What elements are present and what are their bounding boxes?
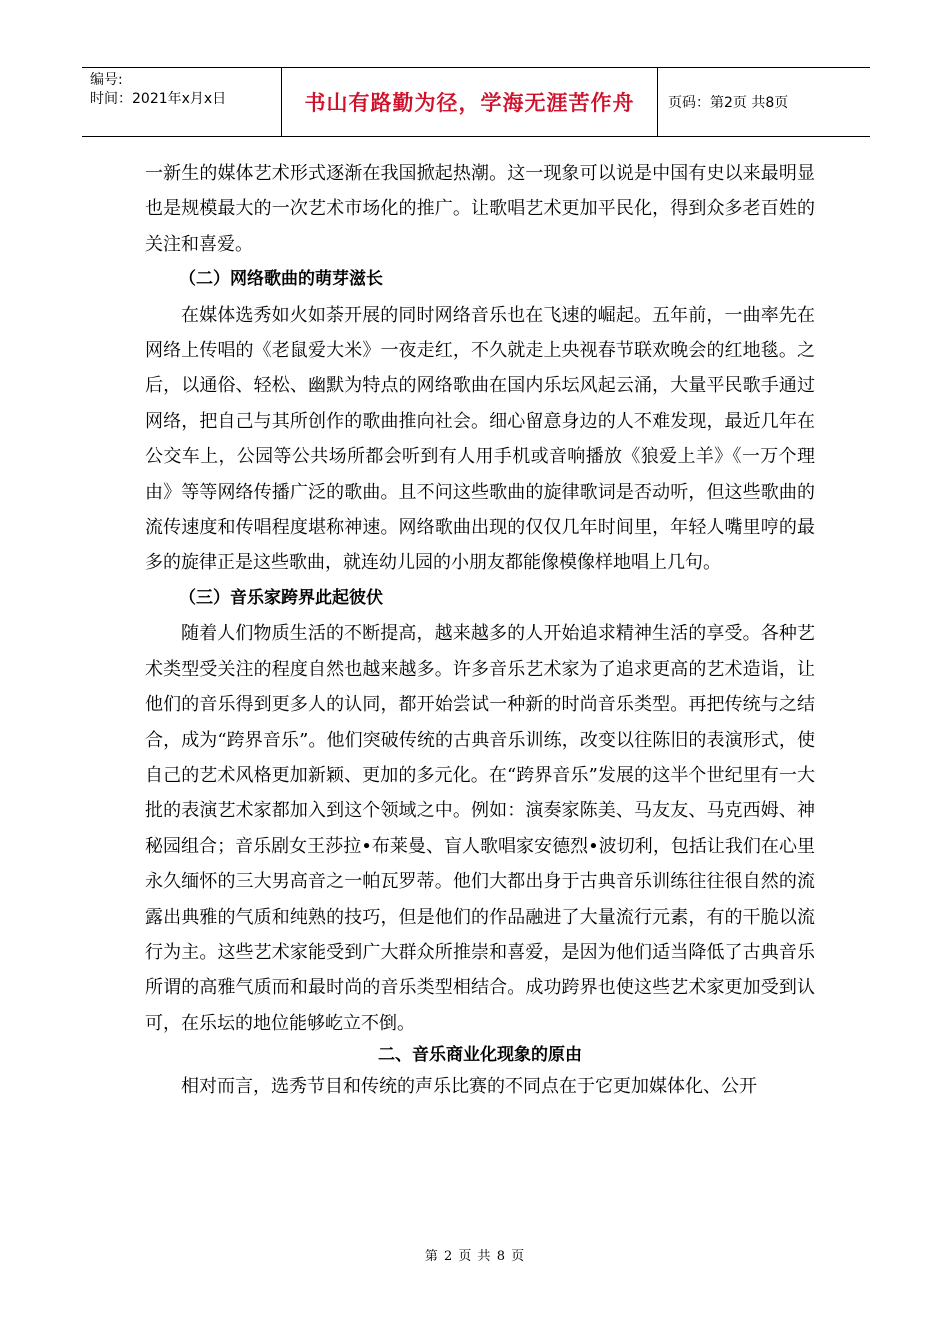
subheading-network-songs: （二）网络歌曲的萌芽滋长 bbox=[179, 269, 383, 290]
section-heading-2: 二、音乐商业化现象的原由 bbox=[378, 1045, 582, 1066]
header-meta-cell bbox=[82, 68, 282, 136]
header-page-info: 页码：第2页 共8页 bbox=[668, 95, 789, 111]
header-motto: 书山有路勤为径，学海无涯苦作舟 bbox=[282, 68, 658, 136]
time-label: 时间：2021年x月x日 bbox=[90, 91, 227, 107]
number-label: 编号: bbox=[90, 72, 123, 88]
paragraph-1: 一新生的媒体艺术形式逐渐在我国掀起热潮。这一现象可以说是中国有史以来最明显也是规模最大的一次艺术市场化的推广。让歌唱艺术更加平民化，得到众多老百姓的关注和喜爱。 bbox=[145, 163, 815, 255]
page-footer: 第 2 页 共 8 页 bbox=[424, 1249, 526, 1264]
paragraph-3: 随着人们物质生活的不断提高，越来越多的人开始追求精神生活的享受。各种艺术类型受关注的程度自然也越来越多。许多音乐艺术家为了追求更高的艺术造诣，让他们的音乐得到更多人的认同，都开始尝试一种新的时尚音乐类型。再把传统与之结合，成为“跨界音乐”。他们突破传统的古典音乐训练，改变以往陈旧的表演形式，使自己的艺术风格更加新颖、更加的多元化。在“跨界音乐”发展的这半个世纪里有一大批的表演艺术家都加入到这个领域之中。例如：演奏家陈美、马友友、马克西姆、神秘园组合；音乐剧女王莎拉•布莱曼、盲人歌唱家安德烈•波切利，包括让我们在心里永久缅怀的三大男高音之一帕瓦罗蒂。他们大都出身于古典音乐训练往往很自然的流露出典雅的气质和纯熟的技巧，但是他们的作品融进了大量流行元素，有的干脆以流行为主。这些艺术家能受到广大群众所推崇和喜爱，是因为他们适当降低了古典音乐所谓的高雅气质而和最时尚的音乐类型相结合。成功跨界也使这些艺术家更加受到认可，在乐坛的地位能够屹立不倒。 bbox=[145, 623, 815, 1034]
document-body bbox=[145, 156, 815, 1105]
subheading-crossover: （三）音乐家跨界此起彼伏 bbox=[179, 587, 383, 608]
paragraph-4: 相对而言，选秀节目和传统的声乐比赛的不同点在于它更加媒体化、公开 bbox=[181, 1076, 757, 1098]
document-header bbox=[82, 67, 870, 137]
paragraph-2: 在媒体选秀如火如荼开展的同时网络音乐也在飞速的崛起。五年前，一曲率先在网络上传唱的《老鼠爱大米》一夜走红，不久就走上央视春节联欢晚会的红地毯。之后，以通俗、轻松、幽默为特点的网络歌曲在国内乐坛风起云涌，大量平民歌手通过网络，把自己与其所创作的歌曲推向社会。细心留意身边的人不难发现，最近几年在公交车上，公园等公共场所都会听到有人用手机或音响播放《狼爱上羊》《一万个理由》等等网络传播广泛的歌曲。且不问这些歌曲的旋律歌词是否动听，但这些歌曲的流传速度和传唱程度堪称神速。网络歌曲出现的仅仅几年时间里，年轻人嘴里哼的最多的旋律正是这些歌曲，就连幼儿园的小朋友都能像模像样地唱上几句。 bbox=[145, 304, 815, 574]
